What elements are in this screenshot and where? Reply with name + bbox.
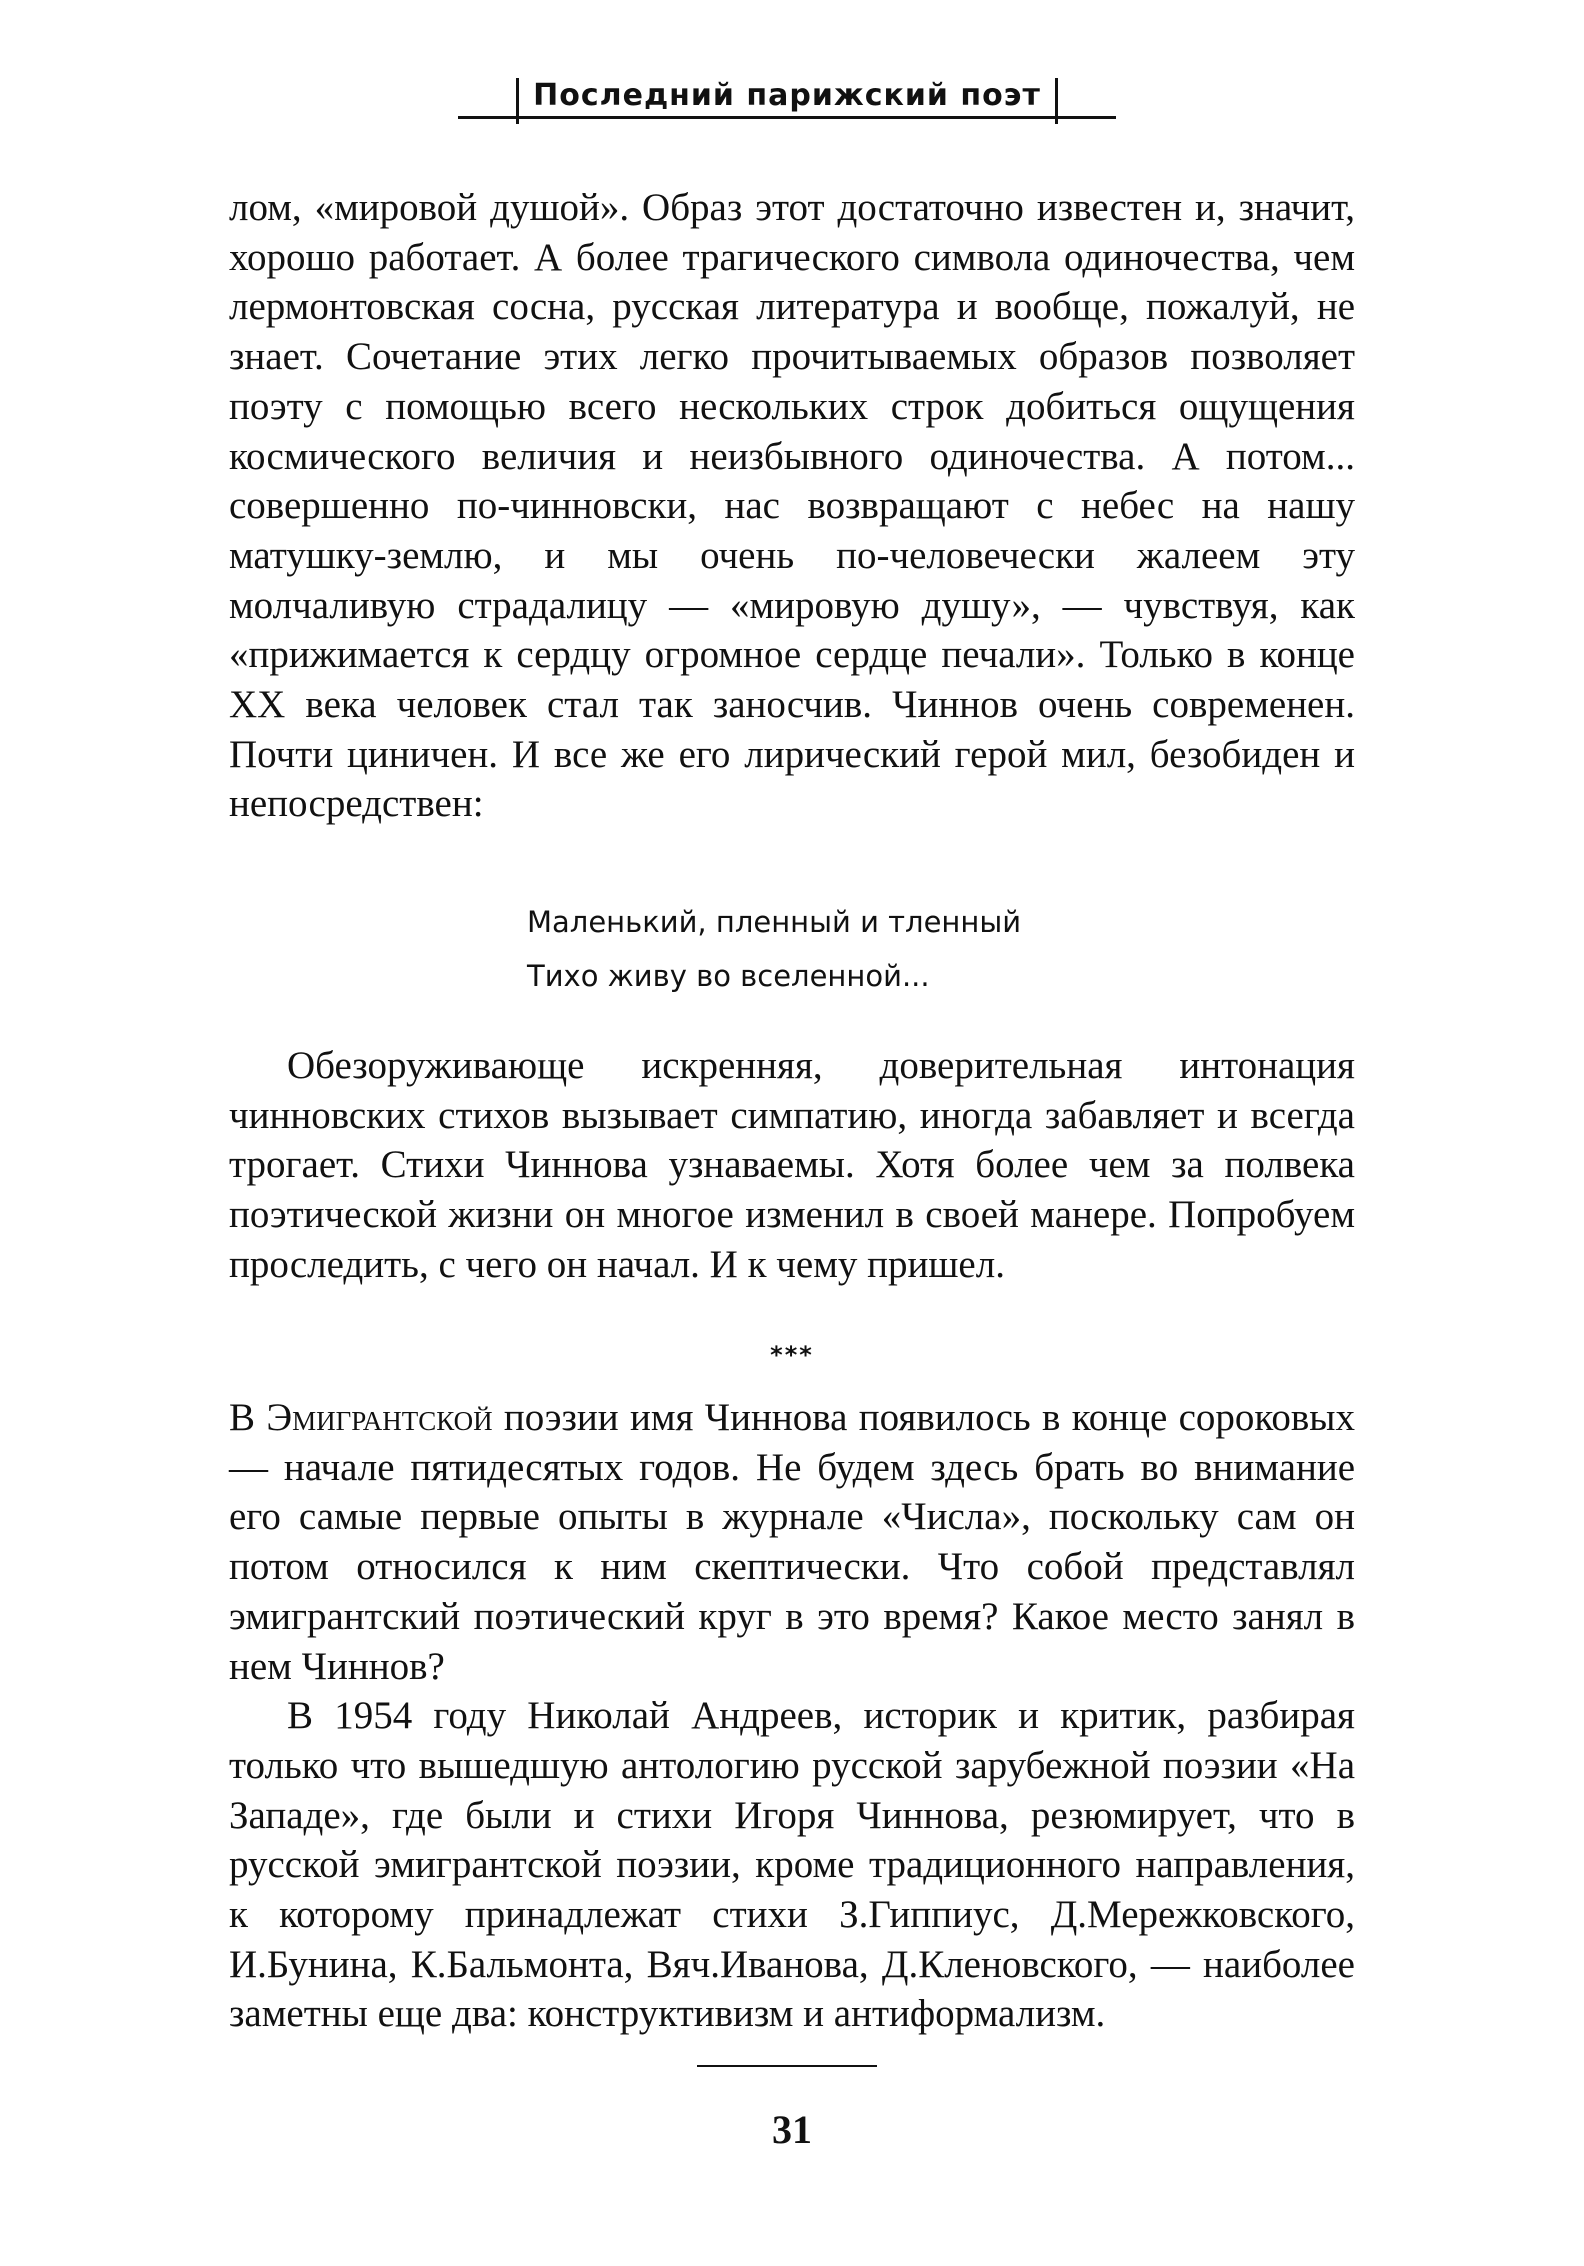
section-separator: *** (770, 1341, 814, 1369)
running-header (458, 72, 1116, 132)
footer-rule (697, 2065, 877, 2067)
header-rule-right-tick (1055, 78, 1058, 124)
header-rule (458, 116, 1116, 119)
running-header-title: Последний парижский поэт (533, 78, 1041, 113)
paragraph-intonation: Обезоруживающе искренняя, доверительная интонация чинновских стихов вызывает симпатию, иногда забавляет и всегда трогает. Стихи Чиннова узнаваемы. Хотя более чем за полвека поэтической жизни он многое изменил в своей манере. Попробуем проследить, с чего он начал. И к чему пришел. (229, 1044, 1355, 1286)
poem-quote (527, 895, 1021, 1003)
paragraph-andreev: В 1954 году Николай Андреев, историк и критик, разбирая только что вышедшую антологию русской зарубежной поэзии «На Западе», где были и стихи Игоря Чиннова, резюмирует, что в русской эмигрантской поэзии, кроме традиционного направления, к которому принадлежат стихи З.Гиппиус, Д.Мережковского, И.Бунина, К.Бальмонта, Вяч.Иванова, Д.Кленовского, — наиболее заметны еще два: конструктивизм и антиформализм. (229, 1694, 1355, 2036)
body-text-block-3 (229, 1393, 1355, 2039)
header-rule-left-tick (516, 78, 519, 124)
poem-line-2: Тихо живу во вселенной... (527, 959, 930, 993)
poem-line-1: Маленький, пленный и тленный (527, 905, 1022, 939)
page-number: 31 (772, 2107, 812, 2152)
paragraph-emigrant-poetry-text: поэзии имя Чиннова появилось в конце сороковых — начале пятидесятых годов. Не будем здесь брать во внимание его самые первые опыты в журнале «Числа», поскольку сам он потом относился к ним скептически. Что собой представлял эмигрантский поэтический круг в это время? Какое место занял в нем Чиннов? (229, 1396, 1355, 1688)
paragraph-emigrant-poetry (229, 1393, 1355, 1691)
body-text-block-2 (229, 1041, 1355, 1290)
body-text-block-1 (229, 183, 1355, 829)
section-lead-in: В Эмигрантской (229, 1396, 493, 1439)
paragraph-continued: лом, «мировой душой». Образ этот достаточно известен и, значит, хорошо работает. А более трагического символа одиночества, чем лермонтовская сосна, русская литература и вообще, пожалуй, не знает. Сочетание этих легко прочитываемых образов позволяет поэту с помощью всего нескольких строк добиться ощущения космического величия и неизбывного одиночества. А потом... совершенно по-чинновски, нас возвращают с небес на нашу матушку-землю, и мы очень по-человечески жалеем эту молчаливую страдалицу — «мировую душу», — чувствуя, как «прижимается к сердцу огромное сердце печали». Только в конце XX века человек стал так заносчив. Чиннов очень современен. Почти циничен. И все же его лирический герой мил, безобиден и непосредствен: (229, 186, 1355, 826)
